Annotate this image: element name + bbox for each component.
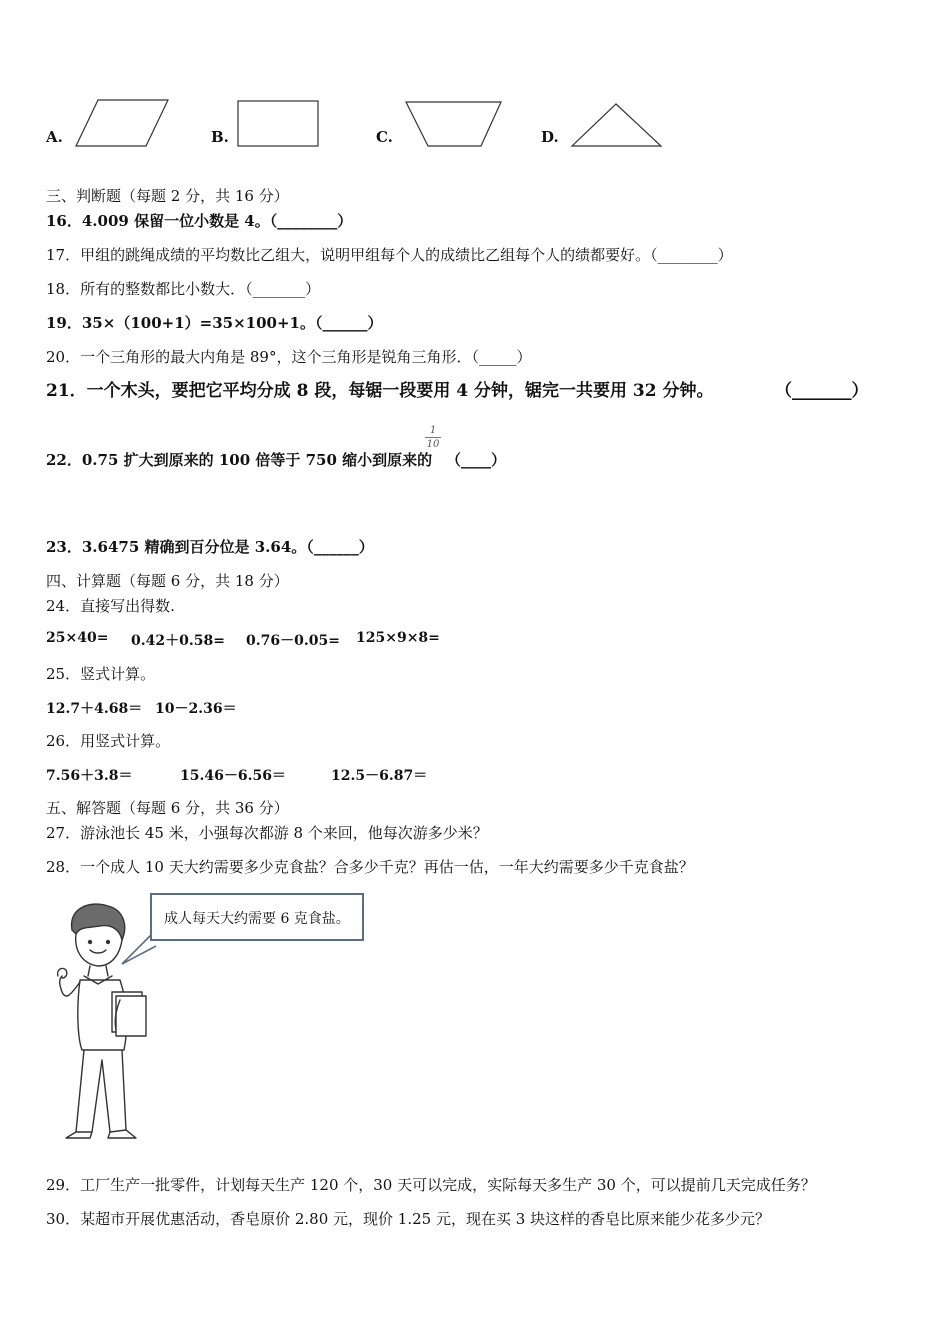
fraction-one-tenth — [425, 425, 441, 450]
question-27: 27．游泳池长 45 米，小强每次都游 8 个来回，他每次游多少米？ — [46, 824, 488, 842]
question-19: 19．35×（100+1）=35×100+1。（______） — [46, 314, 383, 332]
fraction-denominator: 10 — [426, 439, 440, 450]
question-17: 17．甲组的跳绳成绩的平均数比乙组大，说明甲组每个人的成绩比乙组每个人的绩都要好。（________） — [46, 246, 733, 264]
fraction-numerator: 1 — [429, 425, 437, 436]
question-25: 25．竖式计算。 — [46, 665, 156, 683]
question-16: 16．4.009 保留一位小数是 4。（________） — [46, 212, 353, 230]
section-5-title: 五、解答题（每题 6 分，共 36 分） — [46, 799, 289, 817]
option-a-label: A. — [46, 128, 63, 146]
option-c-label: C. — [376, 128, 393, 146]
question-30: 30．某超市开展优惠活动，香皂原价 2.80 元，现价 1.25 元，现在买 3 块这样的香皂比原来能少花多少元？ — [46, 1210, 771, 1228]
section-4-title: 四、计算题（每题 6 分，共 18 分） — [46, 572, 289, 590]
calc-25-2: 10－2.36＝ — [155, 701, 237, 717]
question-18: 18．所有的整数都比小数大．（_______） — [46, 280, 321, 298]
section-3-title: 三、判断题（每题 2 分，共 16 分） — [46, 187, 289, 205]
fraction-bar — [425, 437, 441, 438]
calc-24-3: 0.76－0.05= — [246, 633, 340, 649]
calc-26-1: 7.56＋3.8＝ — [46, 768, 133, 784]
calc-25-1: 12.7＋4.68＝ — [46, 701, 143, 717]
question-29: 29．工厂生产一批零件，计划每天生产 120 个，30 天可以完成，实际每天多生产 30 个，可以提前几天完成任务？ — [46, 1176, 816, 1194]
calc-24-4: 125×9×8= — [356, 630, 440, 646]
calc-24-1: 25×40= — [46, 630, 109, 646]
calc-24-2: 0.42＋0.58= — [131, 633, 225, 649]
option-b-label: B. — [211, 128, 229, 146]
question-22: 22．0.75 扩大到原来的 100 倍等于 750 缩小到原来的 — [46, 451, 433, 469]
calc-26-2: 15.46－6.56＝ — [180, 768, 286, 784]
speech-bubble: 成人每天大约需要 6 克食盐。 — [150, 893, 364, 941]
question-24: 24．直接写出得数. — [46, 597, 175, 615]
option-d-label: D. — [541, 128, 559, 146]
question-28: 28．一个成人 10 天大约需要多少克食盐？合多少千克？再估一估，一年大约需要多少千克食盐？ — [46, 858, 694, 876]
question-21: 21．一个木头，要把它平均分成 8 段，每锯一段要用 4 分钟，锯完一共要用 32 分钟。 — [46, 381, 714, 401]
question-21-blank: （_______） — [775, 381, 869, 401]
question-26: 26．用竖式计算。 — [46, 732, 171, 750]
parallelogram-shape — [74, 98, 170, 148]
rectangle-shape — [237, 100, 321, 148]
trapezoid-shape — [404, 100, 504, 148]
triangle-shape — [570, 102, 664, 148]
question-22-blank: （____） — [446, 451, 507, 469]
question-20: 20．一个三角形的最大内角是 89°，这个三角形是锐角三角形．（_____） — [46, 348, 532, 366]
question-23: 23．3.6475 精确到百分位是 3.64。（______） — [46, 538, 374, 556]
calc-26-3: 12.5－6.87＝ — [331, 768, 428, 784]
